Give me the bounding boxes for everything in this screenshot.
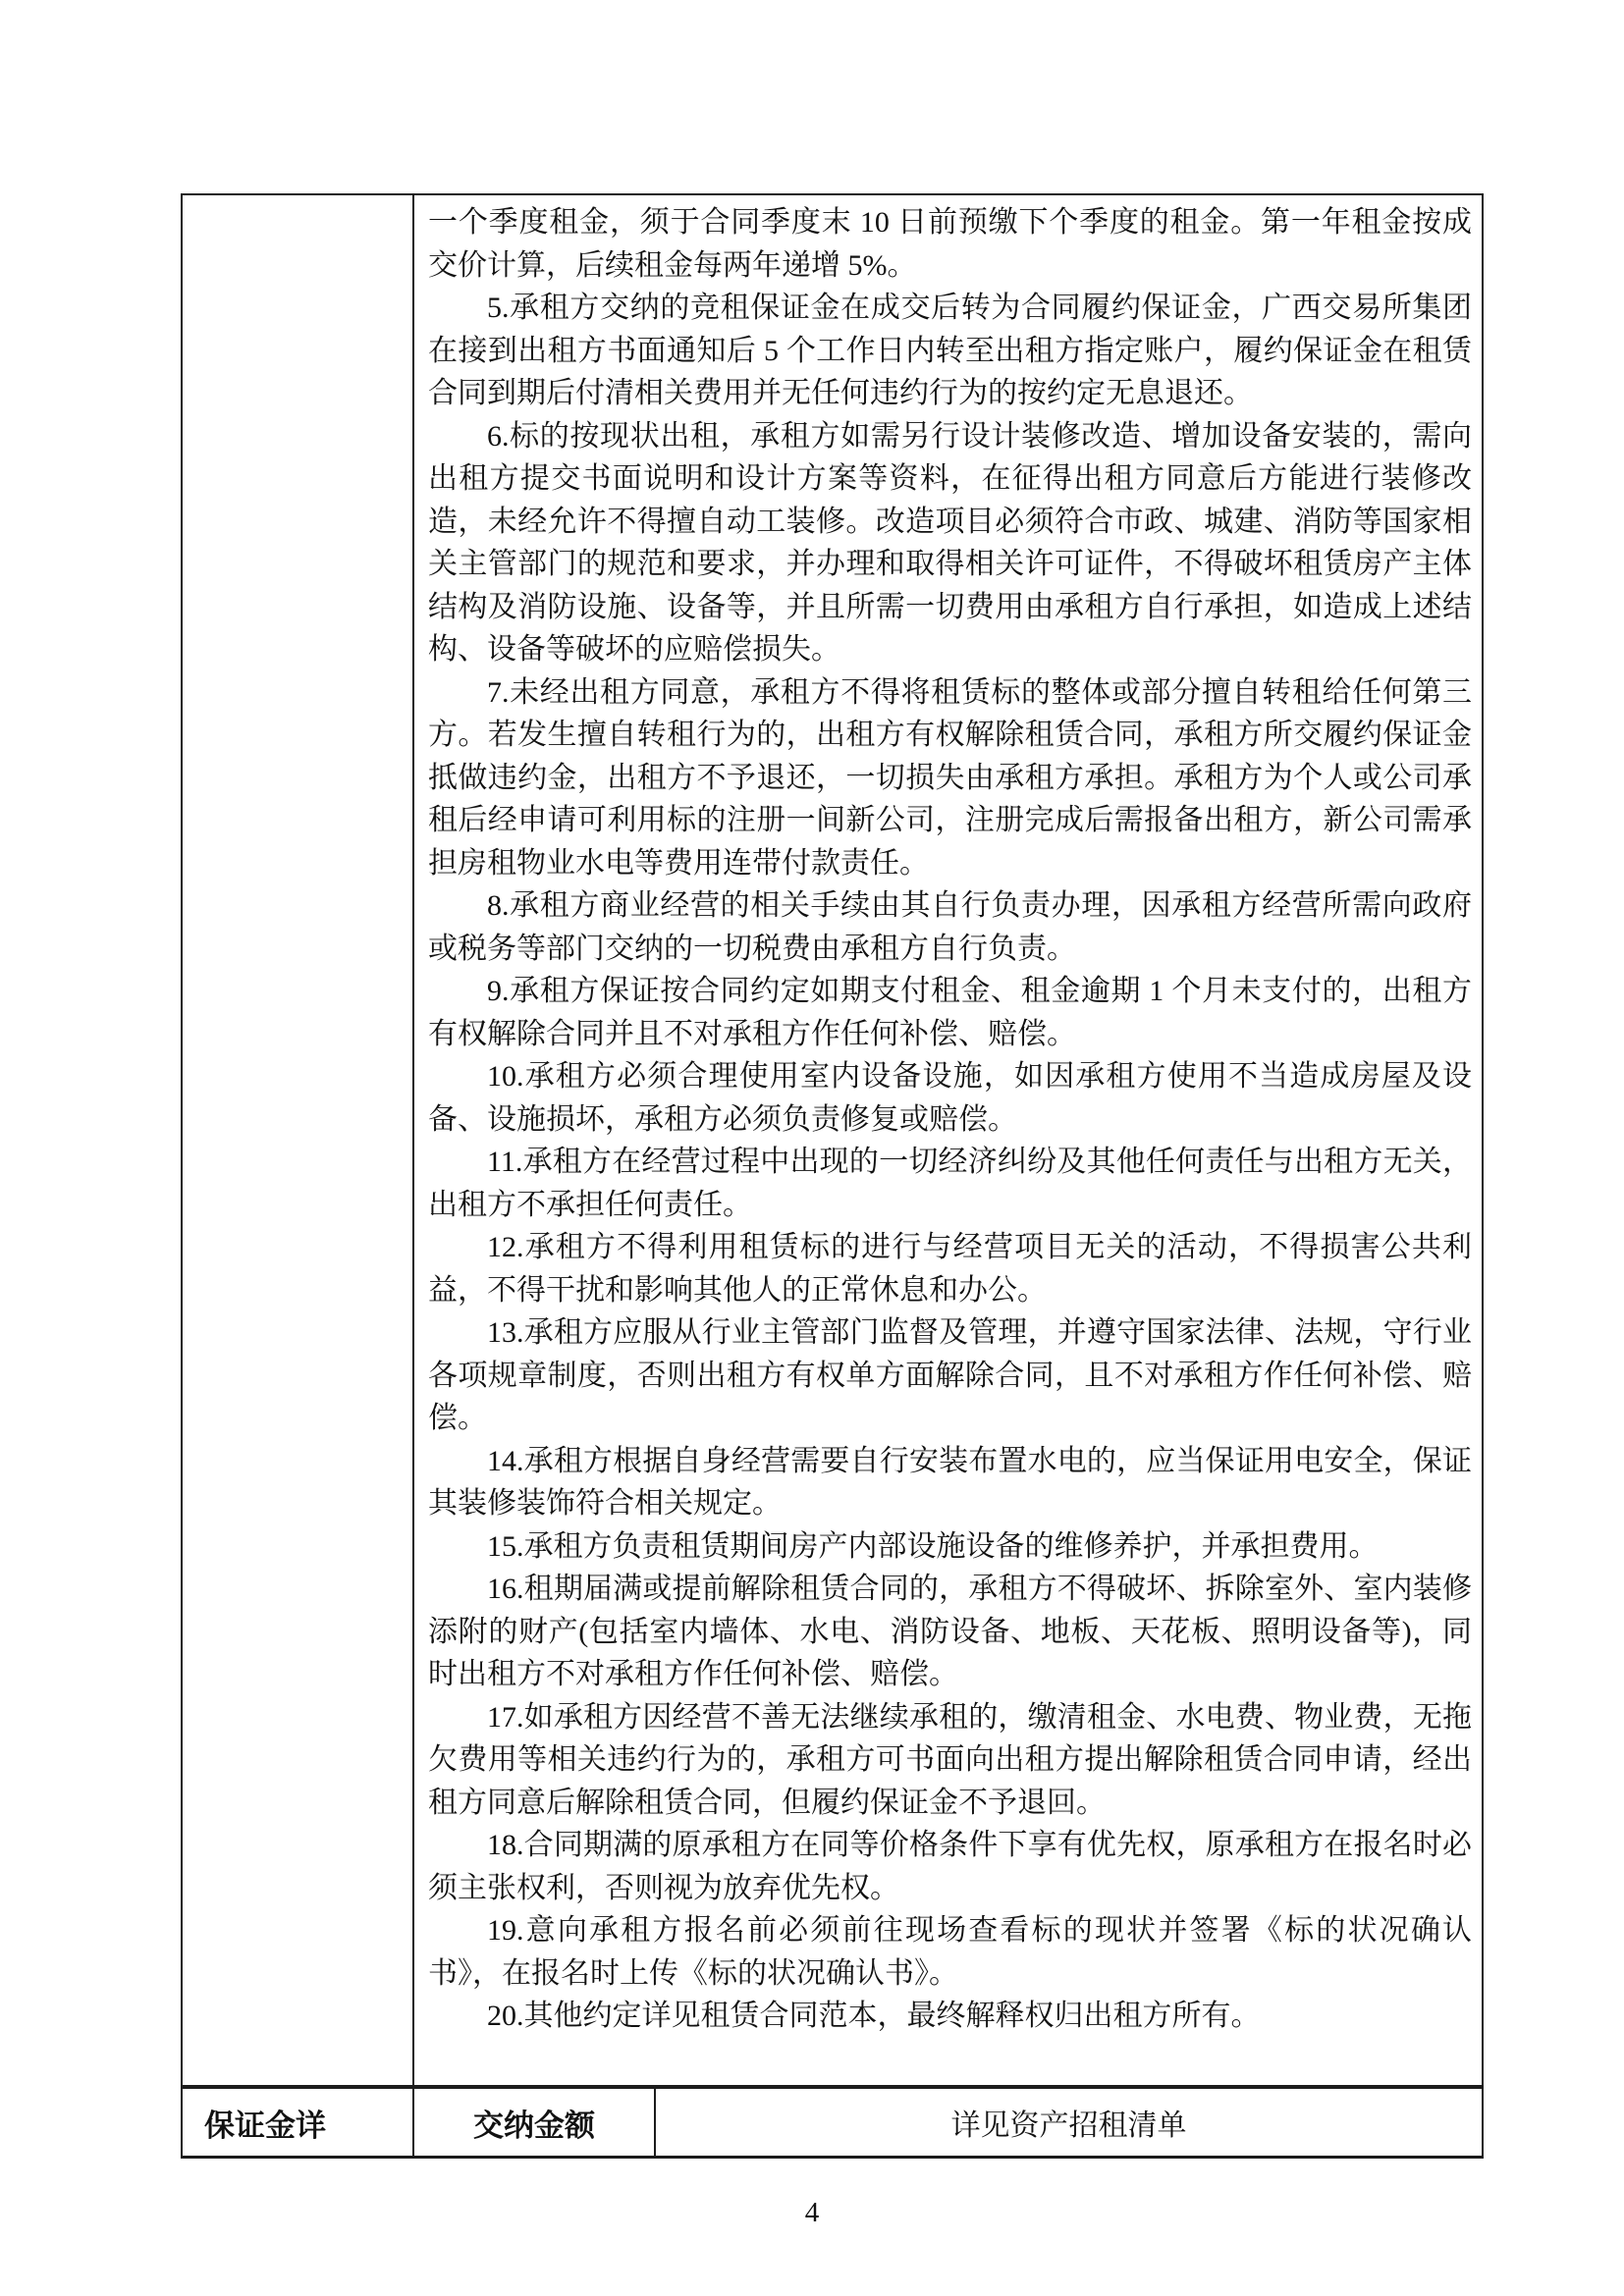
term-paragraph: 5.承租方交纳的竞租保证金在成交后转为合同履约保证金，广西交易所集团在接到出租方书面通知后 5 个工作日内转至出租方指定账户，履约保证金在租赁合同到期后付清相关费用并无任何违约行为的按约定无息退还。 (428, 292, 1472, 409)
term-paragraph: 9.承租方保证按合同约定如期支付租金、租金逾期 1 个月未支付的，出租方有权解除合同并且不对承租方作任何补偿、赔偿。 (428, 975, 1472, 1050)
deposit-row (183, 2085, 1482, 2156)
term-paragraph: 一个季度租金，须于合同季度末 10 日前预缴下个季度的租金。第一年租金按成交价计算，后续租金每两年递增 5%。 (428, 206, 1472, 282)
term-paragraph: 17.如承租方因经营不善无法继续承租的，缴清租金、水电费、物业费，无拖欠费用等相关违约行为的，承租方可书面向出租方提出解除租赁合同申请，经出租方同意后解除租赁合同，但履约保证金不予退回。 (428, 1700, 1472, 1819)
term-paragraph: 7.未经出租方同意，承租方不得将租赁标的整体或部分擅自转租给任何第三方。若发生擅自转租行为的，出租方有权解除租赁合同，承租方所交履约保证金抵做违约金，出租方不予退还，一切损失由承租方承担。承租方为个人或公司承租后经申请可利用标的注册一间新公司，注册完成后需报备出租方，新公司需承担房租物业水电等费用连带付款责任。 (428, 675, 1472, 880)
deposit-row-label: 保证金详 (183, 2089, 414, 2156)
term-paragraph: 8.承租方商业经营的相关手续由其自行负责办理，因承租方经营所需向政府或税务等部门交纳的一切税费由承租方自行负责。 (428, 889, 1472, 965)
term-paragraph: 18.合同期满的原承租方在同等价格条件下享有优先权，原承租方在报名时必须主张权利，否则视为放弃优先权。 (428, 1829, 1472, 1904)
page-number: 4 (804, 2197, 820, 2228)
terms-row (183, 195, 1482, 2085)
term-paragraph: 20.其他约定详见租赁合同范本，最终解释权归出租方所有。 (487, 2000, 1261, 2032)
term-paragraph: 15.承租方负责租赁期间房产内部设施设备的维修养护，并承担费用。 (487, 1529, 1379, 1563)
term-paragraph: 19.意向承租方报名前必须前往现场查看标的现状并签署《标的状况确认书》，在报名时上传《标的状况确认书》。 (428, 1914, 1472, 1990)
term-paragraph: 10.承租方必须合理使用室内设备设施，如因承租方使用不当造成房屋及设备、设施损坏，承租方必须负责修复或赔偿。 (428, 1060, 1472, 1136)
term-paragraph: 6.标的按现状出租，承租方如需另行设计装修改造、增加设备安装的，需向出租方提交书面说明和设计方案等资料，在征得出租方同意后方能进行装修改造，未经允许不得擅自动工装修。改造项目必须符合市政、城建、消防等国家相关主管部门的规范和要求，并办理和取得相关许可证件，不得破坏租赁房产主体结构及消防设施、设备等，并且所需一切费用由承租方自行承担，如造成上述结构、设备等破坏的应赔偿损失。 (428, 419, 1472, 666)
term-paragraph: 12.承租方不得利用租赁标的进行与经营项目无关的活动，不得损害公共利益，不得干扰和影响其他人的正常休息和办公。 (428, 1231, 1472, 1307)
payment-amount-value: 详见资产招租清单 (950, 2109, 1187, 2142)
term-paragraph: 16.租期届满或提前解除租赁合同的，承租方不得破坏、拆除室外、室内装修添附的财产(包括室内墙体、水电、消防设备、地板、天花板、照明设备等)，同时出租方不对承租方作任何补偿、赔偿。 (428, 1573, 1472, 1690)
term-paragraph: 13.承租方应服从行业主管部门监督及管理，并遵守国家法律、法规，守行业各项规章制度，否则出租方有权单方面解除合同，且不对承租方作任何补偿、赔偿。 (428, 1316, 1472, 1434)
terms-row-label-cell (183, 195, 414, 2085)
term-paragraph: 14.承租方根据自身经营需要自行安装布置水电的，应当保证用电安全，保证其装修装饰符合相关规定。 (428, 1444, 1472, 1520)
payment-amount-label: 交纳金额 (414, 2089, 656, 2156)
terms-text-cell (414, 195, 1482, 2085)
term-paragraph: 11.承租方在经营过程中出现的一切经济纠纷及其他任何责任与出租方无关，出租方不承担任何责任。 (428, 1146, 1472, 1221)
lease-terms-table (181, 193, 1484, 2159)
